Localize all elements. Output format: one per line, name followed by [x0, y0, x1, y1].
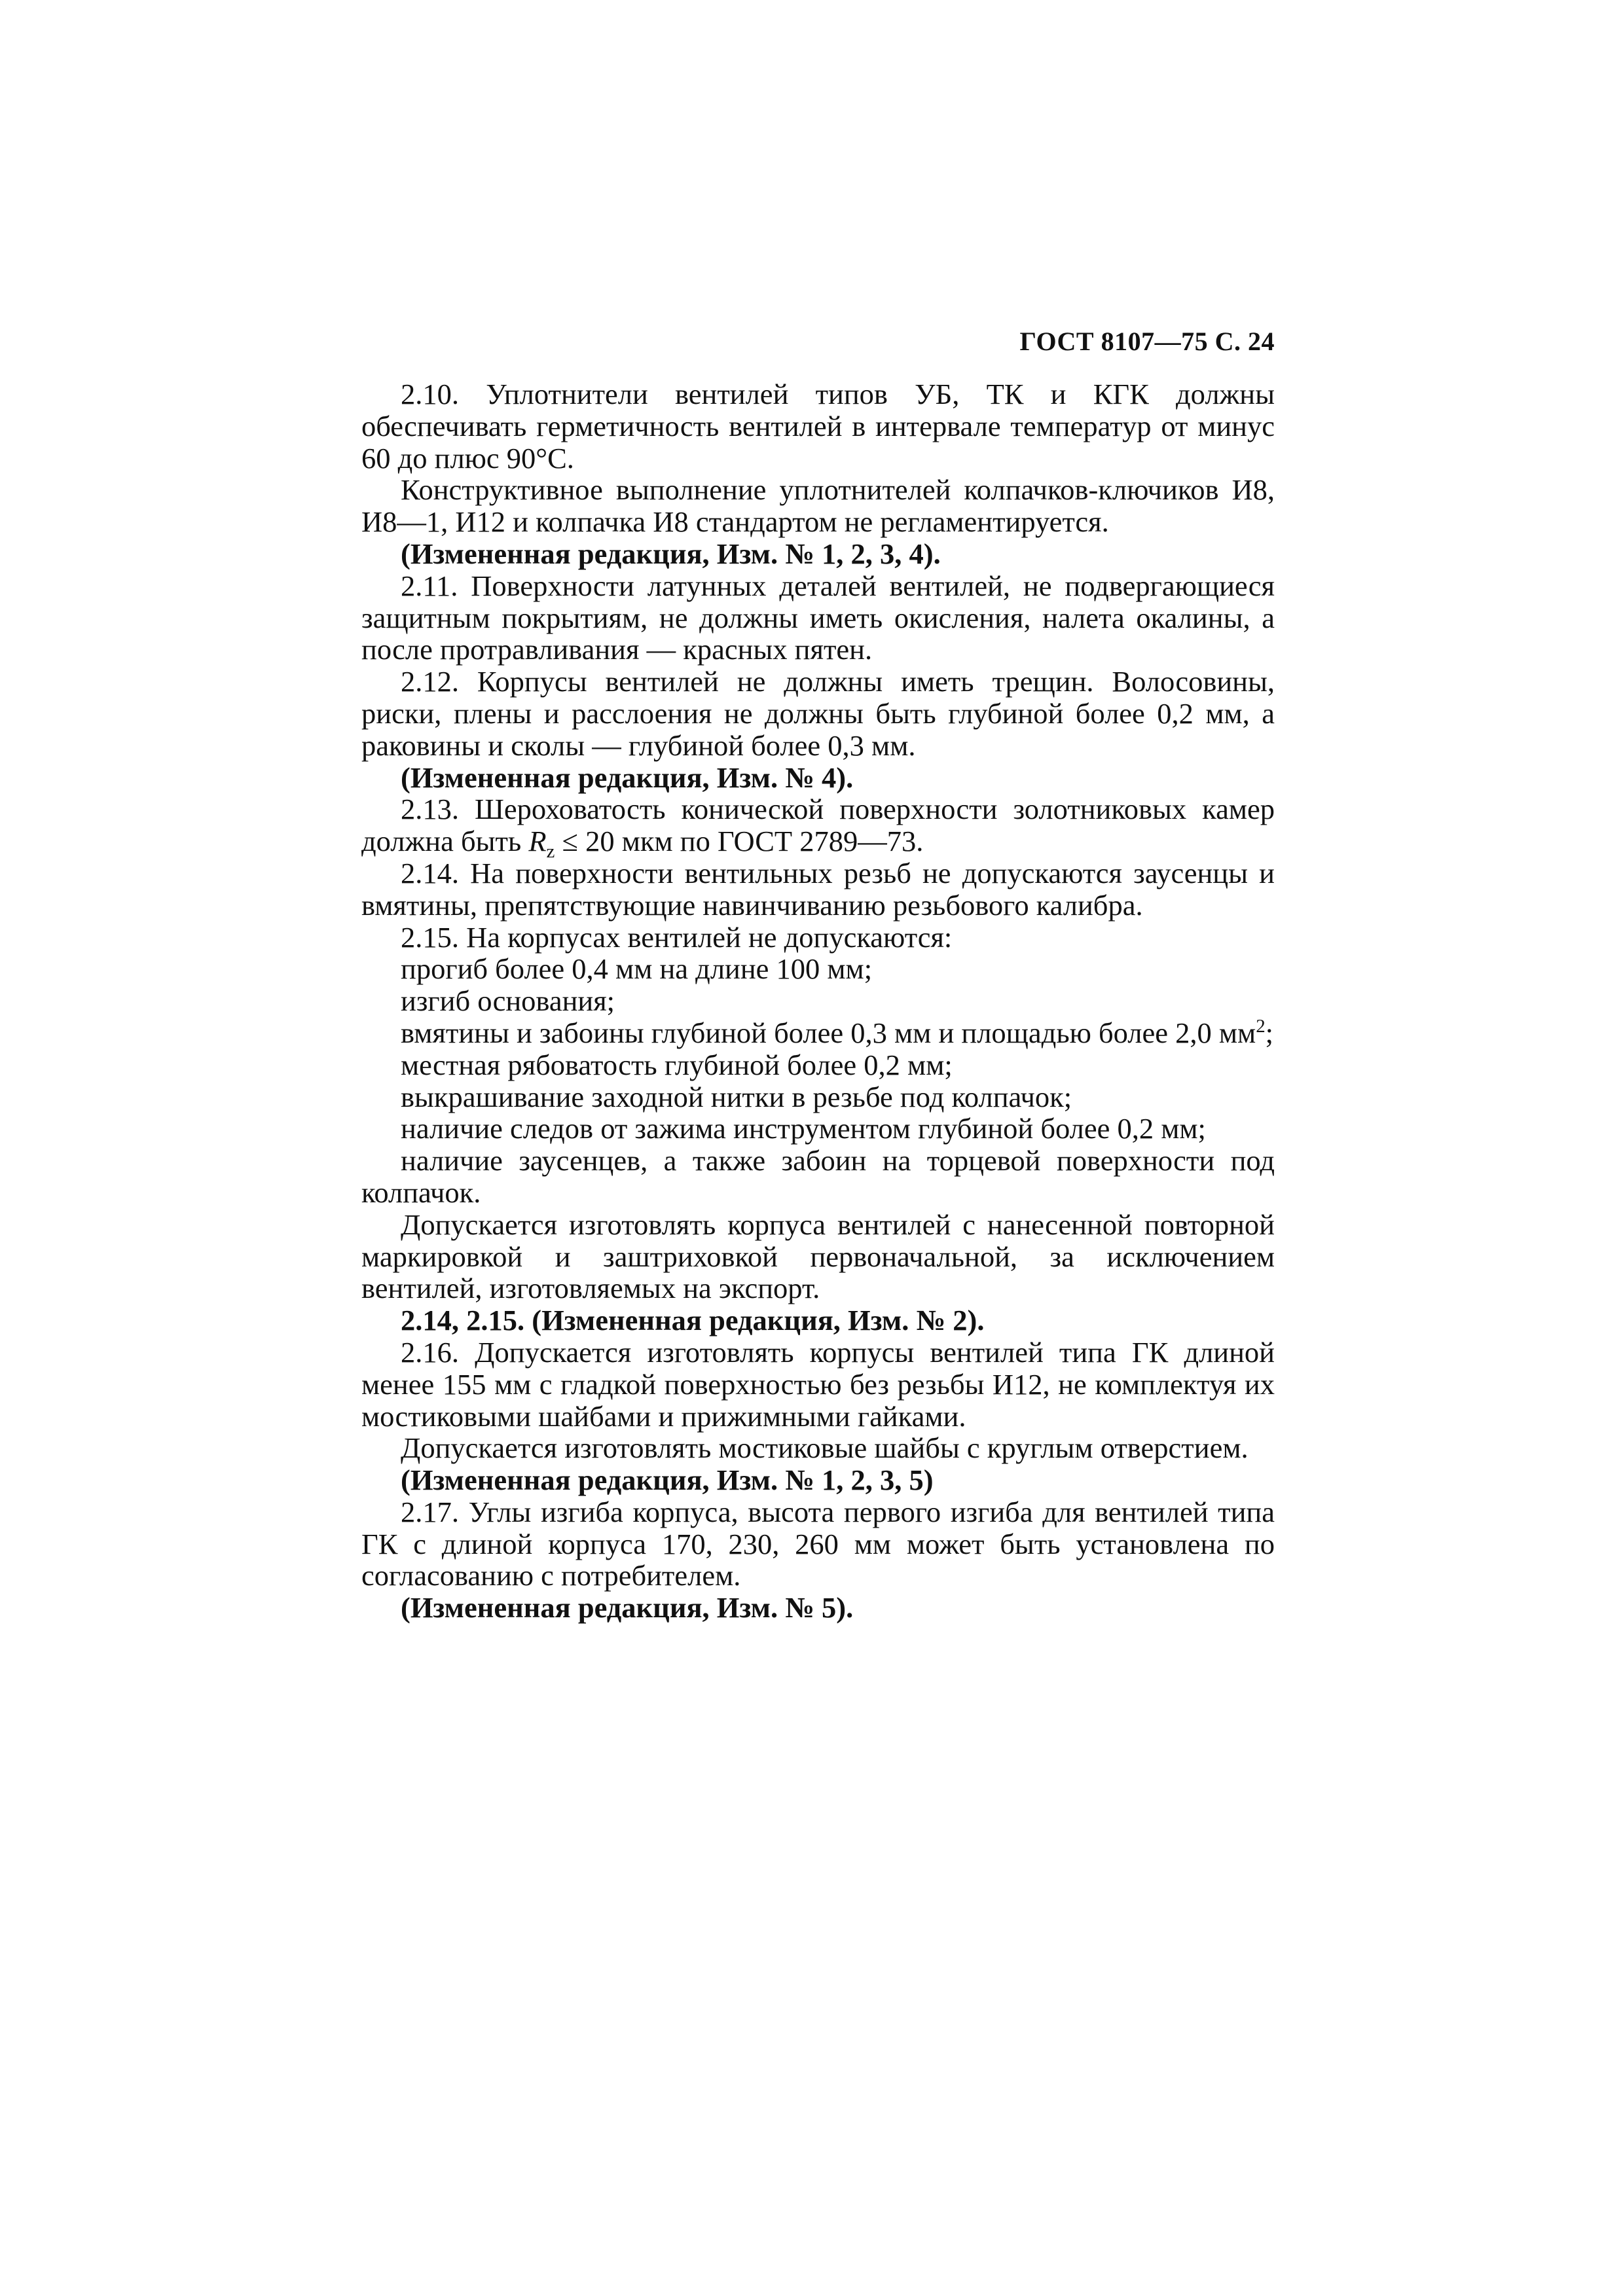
clause-2-12: 2.12. Корпусы вентилей не должны иметь трещин. Волосовины, риски, плены и расслоения не должны быть глубиной более 0,2 мм, а раковины и сколы — глубиной более 0,3 мм. [361, 665, 1275, 762]
clause-2-15: 2.15. На корпусах вентилей не допускаются: [401, 920, 953, 954]
roughness-subscript: z [546, 841, 555, 863]
amendment-note: (Измененная редакция, Изм. № 1, 2, 3, 4). [401, 537, 941, 570]
clause-2-10: 2.10. Уплотнители вентилей типов УБ, ТК и КГК должны обеспечивать герметичность вентилей в интервале температур от минус 60 до плюс 90°С. [361, 378, 1275, 475]
clause-2-16: 2.16. Допускается изготовлять корпусы вентилей типа ГК длиной менее 155 мм с гладкой поверхностью без резьбы И12, не комплектуя их мостиковыми шайбами и прижимными гайками. [361, 1335, 1275, 1433]
clause-2-13-text: 2.13. Шероховатость конической поверхности золотниковых камер должна быть [361, 793, 1275, 858]
amendment-note: 2.14, 2.15. (Измененная редакция, Изм. № 2). [401, 1304, 985, 1337]
defect-list-item [361, 1017, 1275, 1049]
area-unit-exponent: 2 [1256, 1016, 1266, 1037]
roughness-symbol: R [528, 825, 547, 858]
clause-2-13 [361, 793, 1275, 863]
clause-2-15-continued: Допускается изготовлять корпуса вентилей с нанесенной повторной маркировкой и заштриховкой первоначальной, за исключением вентилей, изготовляемых на экспорт. [361, 1208, 1275, 1305]
clause-2-14: 2.14. На поверхности вентильных резьб не допускаются заусенцы и вмятины, препятствующие навинчиванию резьбового калибра. [361, 856, 1275, 922]
clause-2-17: 2.17. Углы изгиба корпуса, высота первого изгиба для вентилей типа ГК с длиной корпуса 170, 230, 260 мм может быть установлена по согласованию с потребителем. [361, 1495, 1275, 1592]
defect-list-item: наличие следов от зажима инструментом глубиной более 0,2 мм; [401, 1112, 1206, 1145]
clause-2-13-value: ≤ 20 мкм по ГОСТ 2789—73. [555, 825, 924, 858]
defect-list-item-text: вмятины и забоины глубиной более 0,3 мм и площадью более 2,0 мм [401, 1016, 1256, 1049]
defect-list-item-end: ; [1265, 1016, 1274, 1049]
clause-2-11: 2.11. Поверхности латунных деталей вентилей, не подвергающиеся защитным покрытиям, не должны иметь окисления, налета окалины, а после протравливания — красных пятен. [361, 569, 1275, 666]
amendment-note: (Измененная редакция, Изм. № 5). [401, 1591, 854, 1624]
document-body [361, 378, 1275, 1624]
defect-list-item: наличие заусенцев, а также забоин на торцевой поверхности под колпачок. [361, 1144, 1275, 1209]
defect-list-item: местная рябоватость глубиной более 0,2 мм; [401, 1048, 953, 1081]
running-header: ГОСТ 8107—75 С. 24 [1019, 327, 1275, 356]
defect-list-item: прогиб более 0,4 мм на длине 100 мм; [401, 952, 873, 986]
defect-list-item: изгиб основания; [401, 984, 615, 1018]
amendment-note: (Измененная редакция, Изм. № 4). [401, 761, 854, 794]
clause-2-10-continued: Конструктивное выполнение уплотнителей колпачков-ключиков И8, И8—1, И12 и колпачка И8 стандартом не регламентируется. [361, 473, 1275, 539]
defect-list-item: выкрашивание заходной нитки в резьбе под колпачок; [401, 1080, 1072, 1113]
amendment-note: (Измененная редакция, Изм. № 1, 2, 3, 5) [401, 1463, 934, 1497]
clause-2-16-continued: Допускается изготовлять мостиковые шайбы с круглым отверстием. [401, 1431, 1249, 1465]
